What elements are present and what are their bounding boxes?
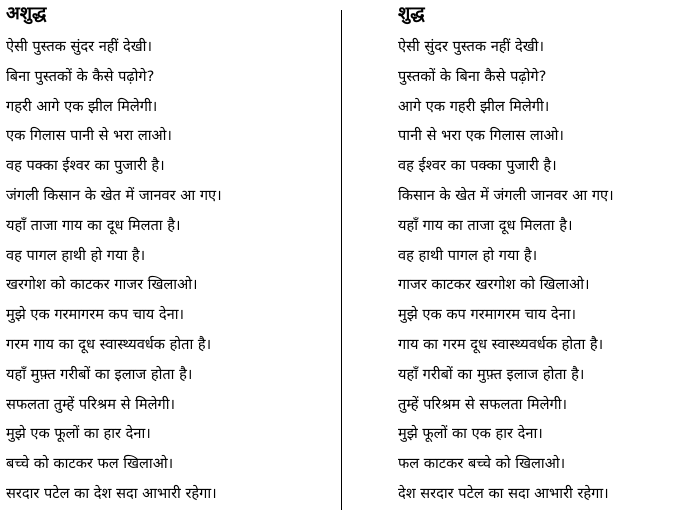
incorrect-sentence: मुझे एक गरमागरम कप चाय देना।	[6, 306, 185, 324]
incorrect-sentence: मुझे एक फूलों का हार देना।	[6, 425, 151, 443]
incorrect-sentence: बच्चे को काटकर फल खिलाओ।	[6, 455, 174, 473]
incorrect-sentence: गरम गाय का दूध स्वास्थ्यवर्धक होता है।	[6, 335, 212, 353]
incorrect-sentence: यहाँ ताजा गाय का दूध मिलता है।	[6, 216, 181, 234]
correct-sentence-list	[398, 32, 614, 509]
correct-column	[398, 0, 688, 510]
correct-sentence: यहाँ गरीबों का मुफ़्त इलाज होता है।	[398, 365, 585, 383]
incorrect-sentence: यहाँ मुफ़्त गरीबों का इलाज होता है।	[6, 365, 193, 383]
correct-sentence: आगे एक गहरी झील मिलेगी।	[398, 97, 550, 115]
incorrect-sentence: बिना पुस्तकों के कैसे पढ़ोगे?	[6, 67, 155, 85]
incorrect-sentence: एक गिलास पानी से भरा लाओ।	[6, 127, 172, 145]
correct-sentence: किसान के खेत में जंगली जानवर आ गए।	[398, 186, 614, 204]
correct-sentence: पानी से भरा एक गिलास लाओ।	[398, 127, 564, 145]
incorrect-sentence: सरदार पटेल का देश सदा आभारी रहेगा।	[6, 484, 217, 502]
incorrect-sentence: खरगोश को काटकर गाजर खिलाओ।	[6, 276, 198, 294]
correct-sentence: यहाँ गाय का ताजा दूध मिलता है।	[398, 216, 573, 234]
correct-sentence: तुम्हें परिश्रम से सफलता मिलेगी।	[398, 395, 568, 413]
correct-sentence: देश सरदार पटेल का सदा आभारी रहेगा।	[398, 484, 609, 502]
incorrect-sentence: वह पक्का ईश्वर का पुजारी है।	[6, 157, 165, 175]
correct-sentence: ऐसी सुंदर पुस्तक नहीं देखी।	[398, 38, 544, 55]
correct-sentence: गाय का गरम दूध स्वास्थ्यवर्धक होता है।	[398, 335, 604, 353]
incorrect-sentence-list	[6, 32, 222, 509]
correct-sentence: वह हाथी पागल हो गया है।	[398, 246, 538, 264]
correct-heading: शुद्ध	[398, 3, 425, 24]
incorrect-sentence: जंगली किसान के खेत में जानवर आ गए।	[6, 186, 222, 204]
incorrect-heading: अशुद्ध	[6, 3, 47, 24]
incorrect-sentence: ऐसी पुस्तक सुंदर नहीं देखी।	[6, 38, 152, 55]
correct-sentence: वह ईश्वर का पक्का पुजारी है।	[398, 157, 557, 175]
correct-sentence: मुझे फूलों का एक हार देना।	[398, 425, 543, 443]
correct-sentence: मुझे एक कप गरमागरम चाय देना।	[398, 306, 577, 324]
correct-sentence: फल काटकर बच्चे को खिलाओ।	[398, 455, 566, 473]
correct-sentence: पुस्तकों के बिना कैसे पढ़ोगे?	[398, 67, 547, 85]
incorrect-sentence: वह पागल हाथी हो गया है।	[6, 246, 146, 264]
incorrect-column	[6, 0, 336, 510]
incorrect-sentence: सफलता तुम्हें परिश्रम से मिलेगी।	[6, 395, 176, 413]
column-divider	[341, 10, 342, 510]
correct-sentence: गाजर काटकर खरगोश को खिलाओ।	[398, 276, 590, 294]
incorrect-sentence: गहरी आगे एक झील मिलेगी।	[6, 97, 158, 115]
